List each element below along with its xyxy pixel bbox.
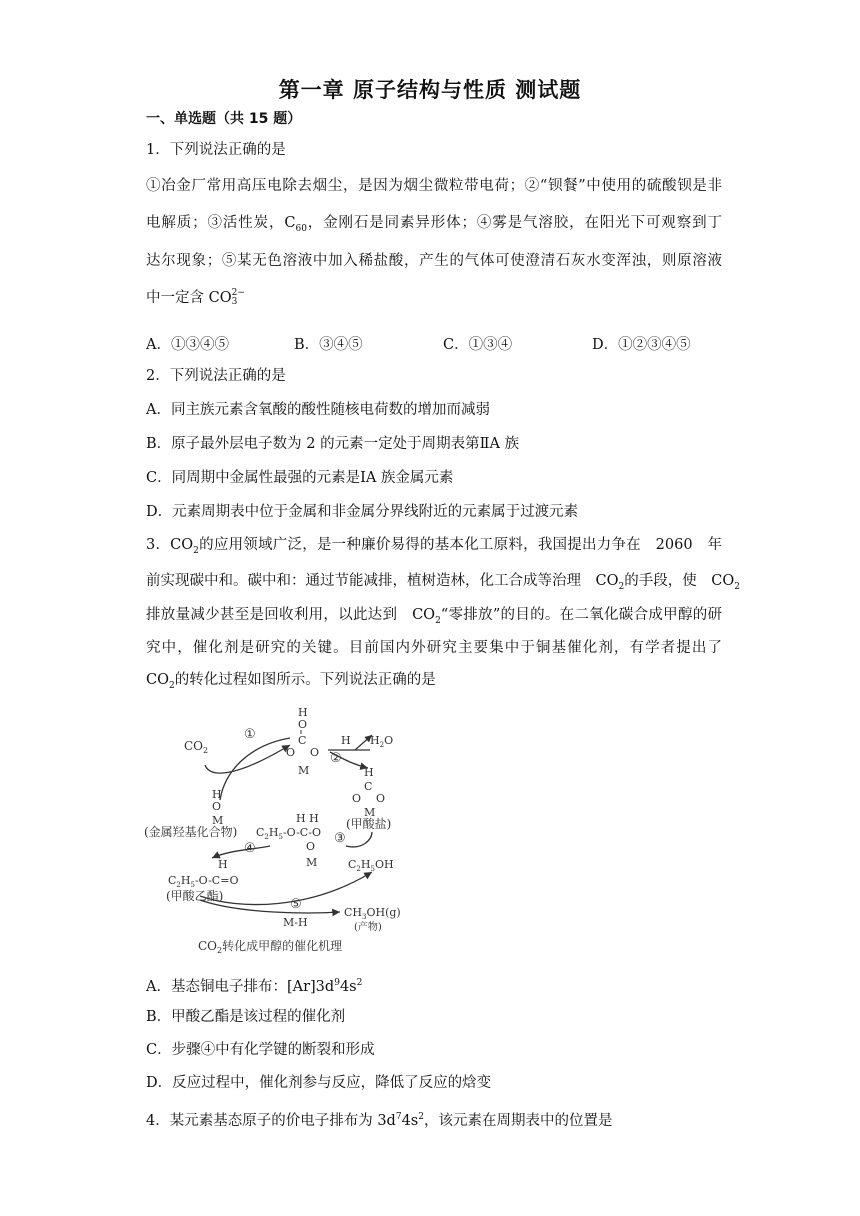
fig-ester-formula: $C_2H_5-O-C=O$ <box>168 874 239 889</box>
q3-line4: 究中，催化剂是研究的关键。目前国内外研究主要集中于铜基催化剂，有学者提出了 <box>146 640 722 656</box>
q1-line4: 中一定含 CO 2− 3 <box>146 288 245 307</box>
q1-option-c: C．①③④ <box>443 337 513 353</box>
q2-option-d: D．元素周期表中位于金属和非金属分界线附近的元素属于过渡元素 <box>146 504 579 520</box>
q1-option-a: A．①③④⑤ <box>146 337 229 353</box>
fig-hydroxy-label: (金属羟基化合物) <box>144 825 238 839</box>
fig-o-formate-l: O <box>352 792 362 805</box>
fig-o-hydroxy: O <box>212 800 222 813</box>
fig-m-hydroxy: M <box>212 814 224 827</box>
fig-formate-label: (甲酸盐) <box>346 817 392 831</box>
q1-line1: ①冶金厂常用高压电除去烟尘，是因为烟尘微粒带电荷；②“钡餐”中使用的硫酸钡是非 <box>146 178 722 194</box>
q3-option-c: C．步骤④中有化学键的断裂和形成 <box>146 1042 375 1058</box>
q1-line3: 达尔现象；⑤某无色溶液中加入稀盐酸，产生的气体可使澄清石灰水变浑浊，则原溶液 <box>146 253 722 269</box>
q3-line2: 前实现碳中和。碳中和：通过节能减排，植树造林，化工合成等治理 $CO_2$的手段，使 $CO_2$ <box>146 573 740 592</box>
q4-stem: 4．某元素基态原子的价电子排布为 $3d^74s^2$，该元素在周期表中的位置是 <box>146 1112 613 1129</box>
fig-caption: $CO_2$转化成甲醇的催化机理 <box>198 939 343 955</box>
fig-mid-c2h5: $C_2H_5-O-C-O$ <box>256 826 321 841</box>
q3-option-a: A．基态铜电子排布：$[Ar]3d^94s^2$ <box>146 978 363 995</box>
fig-h2o: $H_2O$ <box>370 734 394 749</box>
section-heading: 一、单选题（共 15 题） <box>146 111 302 127</box>
page-title: 第一章 原子结构与性质 测试题 <box>278 78 582 102</box>
fig-step3: ③ <box>334 831 346 846</box>
q2-stem: 2．下列说法正确的是 <box>146 368 286 384</box>
q2-option-a: A．同主族元素含氧酸的酸性随核电荷数的增加而减弱 <box>146 402 490 418</box>
fig-step4: ④ <box>244 841 256 856</box>
fig-h-step2: H <box>341 734 351 747</box>
fig-step2: ② <box>330 751 342 766</box>
fig-o-formate-r: O <box>376 792 386 805</box>
q1-stem: 1．下列说法正确的是 <box>146 142 286 158</box>
q1-line2: 电解质；③活性炭，$C_{60}$，金刚石是同素异形体；④雾是气溶胶，在阳光下可观察到丁 <box>146 215 723 234</box>
q1-option-b: B．③④⑤ <box>294 337 363 353</box>
fig-mh: M-H <box>283 916 308 929</box>
fig-mid-m: M <box>306 856 318 869</box>
fig-step5: ⑤ <box>290 897 302 912</box>
q1-option-d: D．①②③④⑤ <box>592 337 691 353</box>
fig-c-formate: C <box>364 780 373 793</box>
fig-arc-upper <box>220 738 290 800</box>
fig-o-left: O <box>286 746 296 759</box>
catalytic-mechanism-figure <box>140 700 410 958</box>
fig-step1: ① <box>244 727 256 742</box>
q3-option-d: D．反应过程中，催化剂参与反应，降低了反应的焓变 <box>146 1075 492 1091</box>
fig-ethanol: $C_2H_5OH$ <box>348 858 394 873</box>
fig-ester-label: (甲酸乙酯) <box>166 889 224 903</box>
fig-o-top: O <box>298 718 308 731</box>
q3-option-b: B．甲酸乙酯是该过程的催化剂 <box>146 1009 346 1025</box>
fig-h-formate: H <box>364 766 374 779</box>
fig-m-top: M <box>298 764 310 777</box>
fig-methanol: $CH_3OH(g)$ <box>344 906 401 921</box>
fig-c-top: C <box>298 734 307 747</box>
fig-arrow-step1 <box>205 745 290 773</box>
fig-m-formate: M <box>364 806 376 819</box>
fig-h-top: H <box>298 706 308 719</box>
fig-product: (产物) <box>354 922 382 933</box>
fig-mid-hh: H H <box>296 812 319 825</box>
fig-mid-o: O <box>306 840 316 853</box>
q3-line5: $CO_2$的转化过程如图所示。下列说法正确的是 <box>146 672 436 691</box>
fig-h-hydroxy: H <box>212 788 222 801</box>
q2-option-b: B．原子最外层电子数为 2 的元素一定处于周期表第ⅡA 族 <box>146 436 520 452</box>
fig-h-ester: H <box>218 858 228 871</box>
q3-line1: 3．$CO_2$的应用领域广泛，是一种廉价易得的基本化工原料，我国提出力争在 2060 年 <box>146 537 722 556</box>
q3-line3: 排放量减少甚至是回收利用，以此达到 $CO_2“$零排放”的目的。在二氧化碳合成甲醇的研 <box>146 607 723 626</box>
q2-option-c: C．同周期中金属性最强的元素是ⅠA 族金属元素 <box>146 470 454 486</box>
fig-co2-label: $CO_2$ <box>184 739 209 755</box>
fig-o-right: O <box>310 746 320 759</box>
